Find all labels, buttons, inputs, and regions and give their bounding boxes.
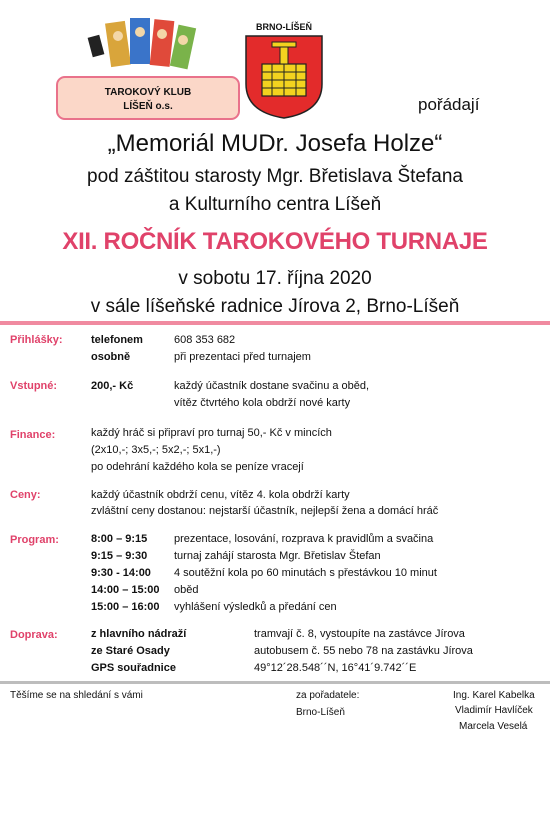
tournament-edition: XII. ROČNÍK TAROKOVÉHO TURNAJE [62, 228, 488, 255]
in-person-label: osobně [91, 351, 131, 363]
organizes-text: pořádají [418, 95, 480, 114]
section-divider [0, 321, 550, 325]
footer-divider [0, 681, 550, 684]
finance-line2: (2x10,-; 3x5,-; 5x2,-; 5x1,-) [91, 444, 221, 456]
program-activity: turnaj zahájí starosta Mgr. Břetislav Štefan [174, 550, 381, 562]
club-name-box [56, 76, 240, 120]
program-label: Program: [10, 534, 59, 546]
club-name-line1: TAROKOVÝ KLUB [104, 87, 192, 98]
transport-route: autobusem č. 55 nebo 78 na zastávku Jírova [254, 645, 473, 657]
event-date: v sobotu 17. října 2020 [178, 268, 372, 289]
entry-fee-line1: každý účastník dostane svačinu a oběd, [174, 380, 370, 392]
gps-coordinates: 49°12´28.548´´N, 16°41´9.742´´E [254, 662, 417, 674]
coat-shield-icon [244, 34, 324, 120]
transport-origin: z hlavního nádraží [91, 628, 187, 640]
playing-cards-logo [86, 10, 206, 76]
prizes-label: Ceny: [10, 489, 41, 501]
prizes-line2: zvláštní ceny dostanou: nejstarší účastník, nejlepší žena a domácí hráč [91, 505, 439, 517]
event-title: „Memoriál MUDr. Josefa Holze“ [107, 130, 443, 157]
patronage-text: pod záštitou starosty Mgr. Břetislava Štefana [87, 166, 463, 187]
prizes-line1: každý účastník obdrží cenu, vítěz 4. kola obdrží karty [91, 489, 350, 501]
transport-origin: ze Staré Osady [91, 645, 170, 657]
program-time: 8:00 – 9:15 [91, 533, 148, 545]
transport-route: tramvají č. 8, vystoupíte na zastávce Jírova [254, 628, 465, 640]
gps-label: GPS souřadnice [91, 662, 176, 674]
program-activity: vyhlášení výsledků a předání cen [174, 601, 337, 613]
organizer-name: Ing. Karel Kabelka [453, 690, 535, 701]
transport-label: Doprava: [10, 629, 58, 641]
club-name-line2: LÍŠEŇ o.s. [123, 101, 173, 112]
program-activity: 4 soutěžní kola po 60 minutách s přestávkou 10 minut [174, 567, 437, 579]
organizer-name: Marcela Veselá [459, 721, 528, 732]
program-time: 9:30 - 14:00 [91, 567, 151, 579]
entry-fee-price: 200,- Kč [91, 380, 134, 392]
registration-label: Přihlášky: [10, 334, 63, 346]
program-time: 14:00 – 15:00 [91, 584, 160, 596]
event-venue: v sále líšeňské radnice Jírova 2, Brno-Líšeň [90, 296, 460, 317]
program-activity: oběd [174, 584, 199, 596]
phone-label: telefonem [91, 334, 143, 346]
coat-label: BRNO-LÍŠEŇ [256, 22, 312, 32]
culture-center-text: a Kulturního centra Líšeň [168, 194, 382, 215]
program-time: 15:00 – 16:00 [91, 601, 160, 613]
finance-label: Finance: [10, 429, 56, 441]
in-person-value: při prezentaci před turnajem [174, 351, 311, 363]
coat-of-arms [244, 22, 324, 120]
greeting-text: Těšíme se na shledání s vámi [10, 690, 143, 701]
organizer-place: Brno-Líšeň [296, 707, 345, 718]
organizer-label: za pořadatele: [296, 690, 360, 701]
entry-fee-label: Vstupné: [10, 380, 58, 392]
finance-line3: po odehrání každého kola se peníze vracejí [91, 461, 304, 473]
finance-line1: každý hráč si připraví pro turnaj 50,- Kč v mincích [91, 427, 332, 439]
organizer-name: Vladimír Havlíček [455, 705, 533, 716]
program-time: 9:15 – 9:30 [91, 550, 148, 562]
program-activity: prezentace, losování, rozprava k pravidlům a svačina [174, 533, 434, 545]
phone-value: 608 353 682 [174, 334, 236, 346]
entry-fee-line2: vítěz čtvrtého kola obdrží nové karty [174, 397, 351, 409]
